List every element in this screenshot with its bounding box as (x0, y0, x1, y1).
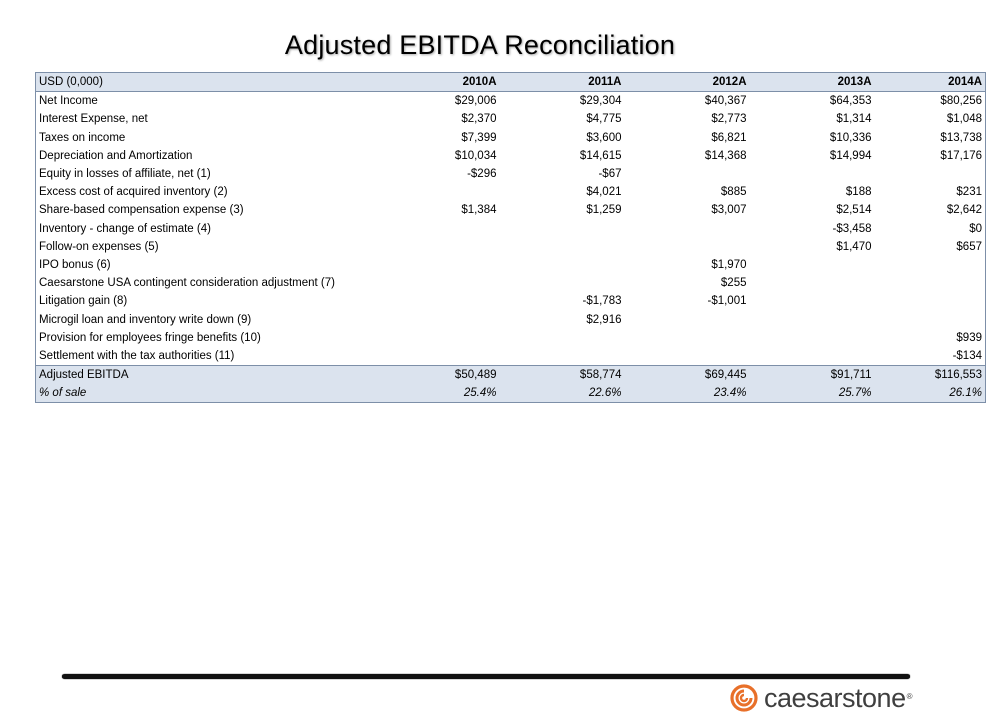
logo-text: caesarstone (764, 682, 906, 713)
table-cell (389, 329, 500, 347)
table-cell (389, 238, 500, 256)
table-row (36, 347, 986, 366)
table-cell (389, 292, 500, 310)
table-cell (750, 310, 875, 328)
table-cell: $1,470 (836, 240, 872, 253)
caesarstone-logo (730, 682, 913, 714)
table-row (36, 256, 986, 274)
row-label: Litigation gain (8) (39, 295, 128, 308)
table-cell: $29,006 (454, 95, 497, 108)
table-cell (625, 238, 750, 256)
table-cell (389, 183, 500, 201)
table-cell: 25.4% (389, 384, 500, 403)
table-cell (500, 256, 625, 274)
table-cell: $1,384 (461, 204, 497, 217)
table-cell: $7,399 (461, 131, 497, 144)
table-cell: $14,615 (579, 149, 622, 162)
percent-of-sale-row (36, 384, 986, 403)
table-cell: -$67 (598, 168, 622, 181)
table-cell (750, 292, 875, 310)
table-cell (500, 329, 625, 347)
column-header: 2013A (750, 73, 875, 92)
table-cell (875, 310, 986, 328)
table-row (36, 129, 986, 147)
table-cell (500, 347, 625, 366)
table-cell (625, 347, 750, 366)
table-cell: 26.1% (875, 384, 986, 403)
table-row (36, 147, 986, 165)
table-cell: $0 (969, 222, 982, 235)
table-cell: -$3,458 (832, 222, 872, 235)
row-label: Microgil loan and inventory write down (9) (39, 313, 252, 326)
table-cell: -$1,001 (707, 295, 747, 308)
row-label: Net Income (39, 95, 98, 108)
table-cell (625, 329, 750, 347)
table-row (36, 310, 986, 328)
table-row (36, 110, 986, 128)
table-cell (625, 165, 750, 183)
table-cell (625, 310, 750, 328)
table-cell: $91,711 (750, 366, 875, 385)
table-cell: -$1,783 (582, 295, 622, 308)
table-cell: $2,916 (586, 313, 622, 326)
table-cell: -$134 (952, 349, 982, 362)
table-cell: -$296 (467, 168, 497, 181)
table-cell: $1,259 (586, 204, 622, 217)
table-header-row (36, 73, 986, 92)
table-cell: $6,821 (711, 131, 747, 144)
page-title: Adjusted EBITDA Reconciliation (284, 30, 676, 60)
table-cell: $2,514 (836, 204, 872, 217)
table-cell: $2,773 (711, 113, 747, 126)
row-label: Depreciation and Amortization (39, 149, 193, 162)
adjusted-ebitda-row (36, 366, 986, 385)
table-cell (875, 256, 986, 274)
table-row (36, 292, 986, 310)
table-cell (875, 292, 986, 310)
table-cell: $3,600 (586, 131, 622, 144)
table-cell (389, 256, 500, 274)
table-cell (389, 310, 500, 328)
table-cell (500, 238, 625, 256)
table-cell (750, 274, 875, 292)
table-cell (750, 329, 875, 347)
table-row (36, 183, 986, 201)
table-cell: $188 (845, 186, 872, 199)
table-row (36, 92, 986, 111)
table-cell: $255 (720, 277, 747, 290)
table-cell (625, 220, 750, 238)
table-cell: $4,021 (586, 186, 622, 199)
table-cell: $50,489 (389, 366, 500, 385)
table-cell (750, 256, 875, 274)
table-cell: $69,445 (625, 366, 750, 385)
table-row (36, 201, 986, 219)
table-cell: $10,336 (829, 131, 872, 144)
row-label: Interest Expense, net (39, 113, 148, 126)
table-cell: $2,370 (461, 113, 497, 126)
table-cell: $40,367 (704, 95, 747, 108)
row-label: Excess cost of acquired inventory (2) (39, 186, 228, 199)
column-header: USD (0,000) (36, 73, 389, 92)
caesarstone-swirl-icon (730, 684, 758, 712)
footer-rule (62, 674, 910, 679)
table-cell: $64,353 (829, 95, 872, 108)
table-cell: $29,304 (579, 95, 622, 108)
table-cell: $10,034 (454, 149, 497, 162)
table-cell: 25.7% (750, 384, 875, 403)
table-cell (500, 274, 625, 292)
column-header: 2012A (625, 73, 750, 92)
row-label: Adjusted EBITDA (36, 366, 389, 385)
table-cell: $58,774 (500, 366, 625, 385)
table-cell (389, 274, 500, 292)
row-label: Inventory - change of estimate (4) (39, 222, 211, 235)
row-label: Equity in losses of affiliate, net (1) (39, 168, 211, 181)
table-cell: $14,994 (829, 149, 872, 162)
row-label: Settlement with the tax authorities (11) (39, 349, 235, 362)
table-row (36, 238, 986, 256)
table-cell (500, 220, 625, 238)
table-cell: 22.6% (500, 384, 625, 403)
table-cell: 23.4% (625, 384, 750, 403)
table-cell: $657 (956, 240, 982, 253)
table-cell: $116,553 (875, 366, 986, 385)
row-label: Share-based compensation expense (3) (39, 204, 244, 217)
row-label: Provision for employees fringe benefits (10) (39, 331, 261, 344)
column-header: 2011A (500, 73, 625, 92)
table-cell: $2,642 (946, 204, 982, 217)
row-label: Caesarstone USA contingent consideration adjustment (7) (39, 277, 335, 290)
row-label: Follow-on expenses (5) (39, 240, 159, 253)
table-cell: $14,368 (704, 149, 747, 162)
row-label: % of sale (36, 384, 389, 403)
table-cell (389, 347, 500, 366)
table-cell: $1,048 (946, 113, 982, 126)
column-header: 2014A (875, 73, 986, 92)
table-cell: $1,970 (711, 258, 747, 271)
registered-mark: ® (906, 692, 913, 701)
table-cell: $17,176 (940, 149, 982, 162)
table-cell: $1,314 (836, 113, 872, 126)
table-cell: $885 (720, 186, 747, 199)
ebitda-table (35, 72, 986, 403)
table-row (36, 220, 986, 238)
table-row (36, 329, 986, 347)
table-cell (750, 347, 875, 366)
table-cell: $231 (956, 186, 982, 199)
table-cell (389, 220, 500, 238)
table-cell: $939 (956, 331, 982, 344)
table-cell (875, 165, 986, 183)
table-row (36, 274, 986, 292)
row-label: Taxes on income (39, 131, 126, 144)
table-cell: $13,738 (940, 131, 982, 144)
table-cell: $3,007 (711, 204, 747, 217)
table-cell (750, 165, 875, 183)
table-cell: $4,775 (586, 113, 622, 126)
column-header: 2010A (389, 73, 500, 92)
row-label: IPO bonus (6) (39, 258, 111, 271)
table-row (36, 165, 986, 183)
table-cell (875, 274, 986, 292)
table-cell: $80,256 (940, 95, 982, 108)
